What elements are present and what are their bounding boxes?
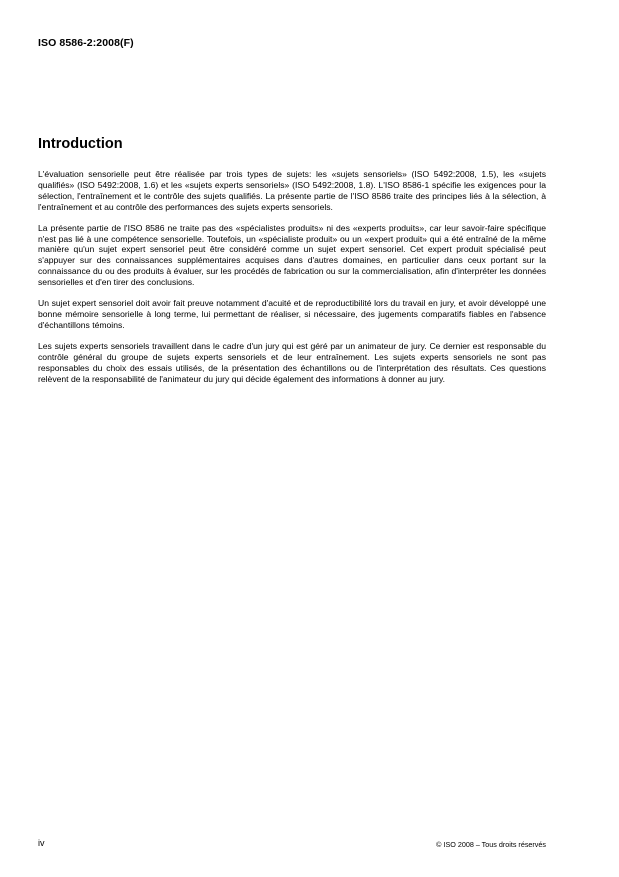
paragraph-3: Un sujet expert sensoriel doit avoir fait preuve notamment d'acuité et de reproductibilité lors du travail en jury, et avoir développé une bonne mémoire sensorielle à long terme, lui permettant de réaliser, si nécessaire, des jugements comparatifs fiables en l'absence d'échantillons témoins. [38, 298, 546, 330]
page-number: iv [38, 838, 45, 848]
paragraph-1: L'évaluation sensorielle peut être réalisée par trois types de sujets: les «sujets sensoriels» (ISO 5492:2008, 1.5), les «sujets qualifiés» (ISO 5492:2008, 1.6) et les «sujets experts sensoriels» (ISO 5492:2008, 1.8). L'ISO 8586-1 spécifie les exigences pour la sélection, l'entraînement et le contrôle des sujets qualifiés. La présente partie de l'ISO 8586 traite des principes liés à la sélection, à l'entraînement et au contrôle des performances des sujets experts sensoriels. [38, 169, 546, 212]
copyright-notice: © ISO 2008 – Tous droits réservés [436, 840, 546, 849]
section-title: Introduction [38, 136, 123, 152]
paragraph-4: Les sujets experts sensoriels travaillent dans le cadre d'un jury qui est géré par un animateur de jury. Ce dernier est responsable du contrôle général du groupe de sujets experts sensoriels et de leur entraînement. Les sujets experts sensoriels ne sont pas responsables du choix des essais utilisés, de la présentation des échantillons ou de l'interprétation des résultats. Ces questions relèvent de la responsabilité de l'animateur du jury qui décide également des informations à donner au jury. [38, 340, 546, 384]
document-reference: ISO 8586-2:2008(F) [38, 37, 134, 49]
section-body [38, 169, 546, 394]
paragraph-2: La présente partie de l'ISO 8586 ne traite pas des «spécialistes produits» ni des «experts produits», car leur savoir-faire spécifique n'est pas lié à une compétence sensorielle. Toutefois, un «spécialiste produit» ou un «expert produit» qui a été entraîné de la même manière qu'un sujet expert sensoriel peut être considéré comme un sujet expert sensoriel. Cet expert produit spécialisé peut s'appuyer sur des connaissances supplémentaires acquises dans d'autres domaines, en particulier dans ceux portant sur la connaissance du ou des produits à évaluer, sur les procédés de fabrication ou sur la commercialisation, afin d'interpréter les données sensorielles et d'en tirer des conclusions. [38, 222, 546, 288]
